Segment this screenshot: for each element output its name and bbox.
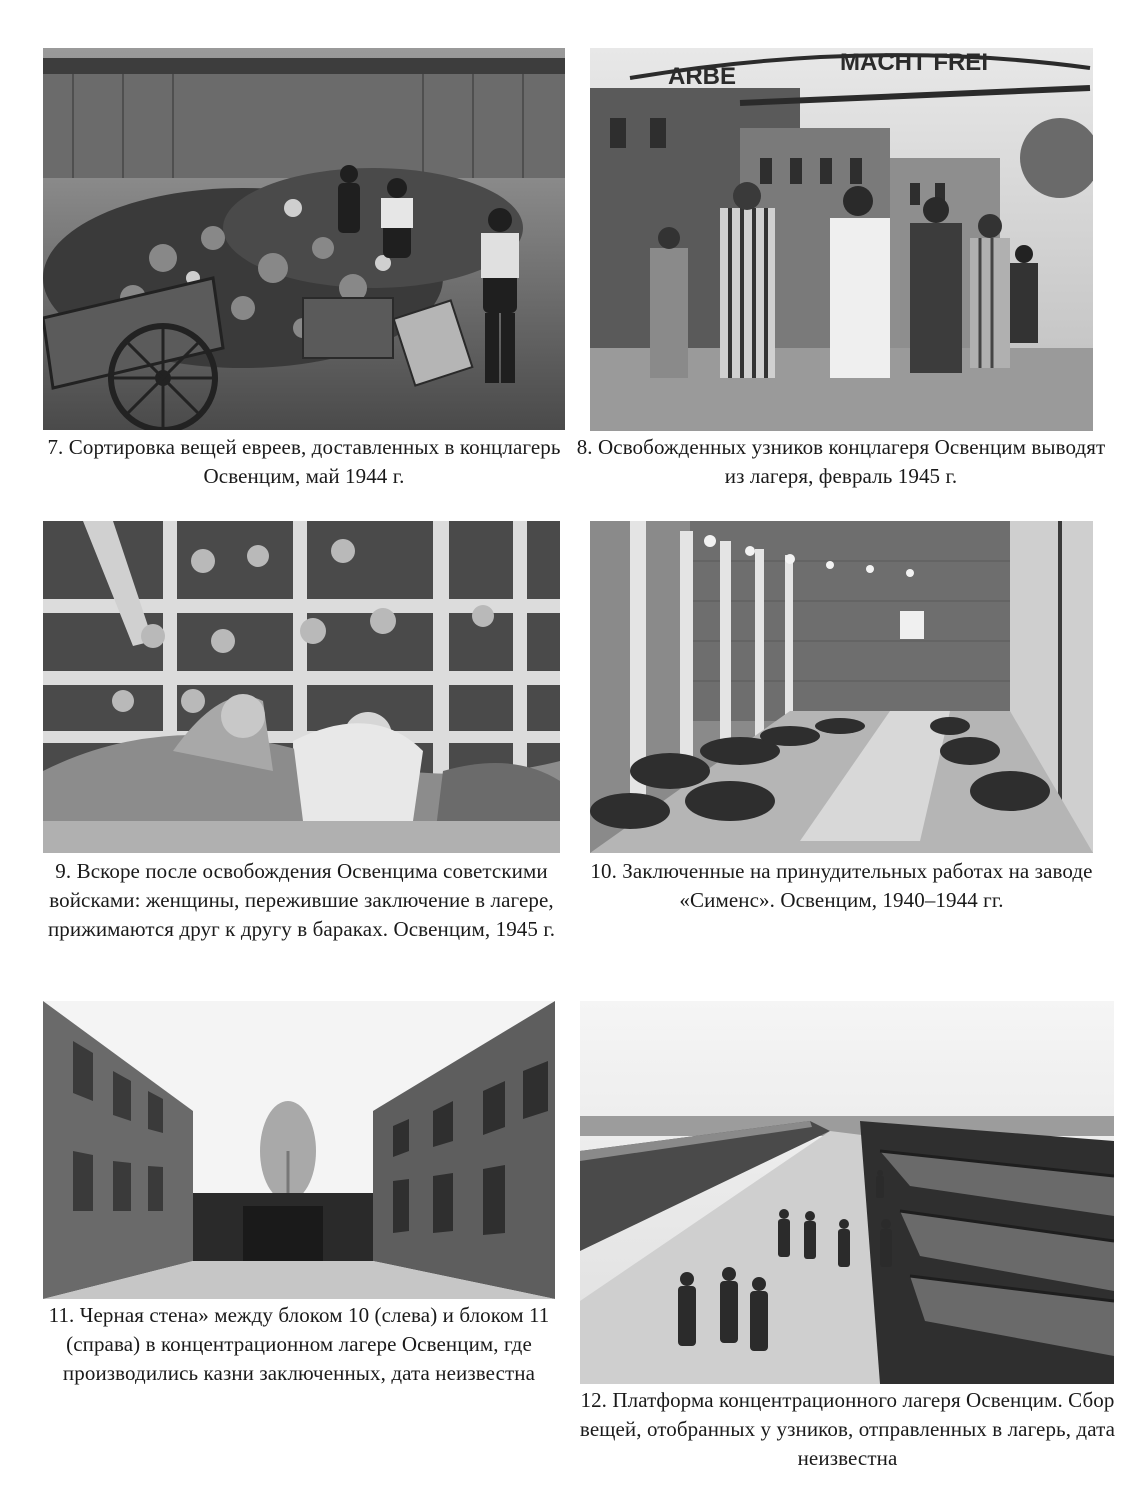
figure-caption: 7. Сортировка вещей евреев, доставленных в концлагерь Освенцим, май 1944 г. [47,435,561,488]
figure-caption: 8. Освобожденных узников концлагеря Освенцим выводят из лагеря, февраль 1945 г. [576,435,1106,488]
figure-caption: 10. Заключенные на принудительных работах на заводе «Сименс». Освенцим, 1940–1944 гг. [590,859,1093,912]
figure-caption: 9. Вскоре после освобождения Освенцима советскими войсками: женщины, пережившие заключение в лагере, прижимаются друг к другу в бараках. Освенцим, 1945 г. [47,859,556,941]
gate-sign-right: MACHT FREI [840,49,988,76]
figure-caption: 11. Черная стена» между блоком 10 (слева) и блоком 11 (справа) в концентрационном лагере Освенцим, где производились казни заключенных, дата неизвестна [48,1303,550,1385]
gate-sign-left: ARBE [668,63,737,90]
photo-siemens-factory [590,521,1093,853]
photo-liberated-prisoners [590,48,1093,431]
photo-camp-platform [580,1001,1114,1384]
figure-caption: 12. Платформа концентрационного лагеря Освенцим. Сбор вещей, отобранных у узников, отправленных в лагерь, дата неизвестна [579,1388,1116,1470]
photo-black-wall [43,1001,555,1299]
photo-sorting-belongings [43,48,565,430]
photo-women-barracks [43,521,560,853]
